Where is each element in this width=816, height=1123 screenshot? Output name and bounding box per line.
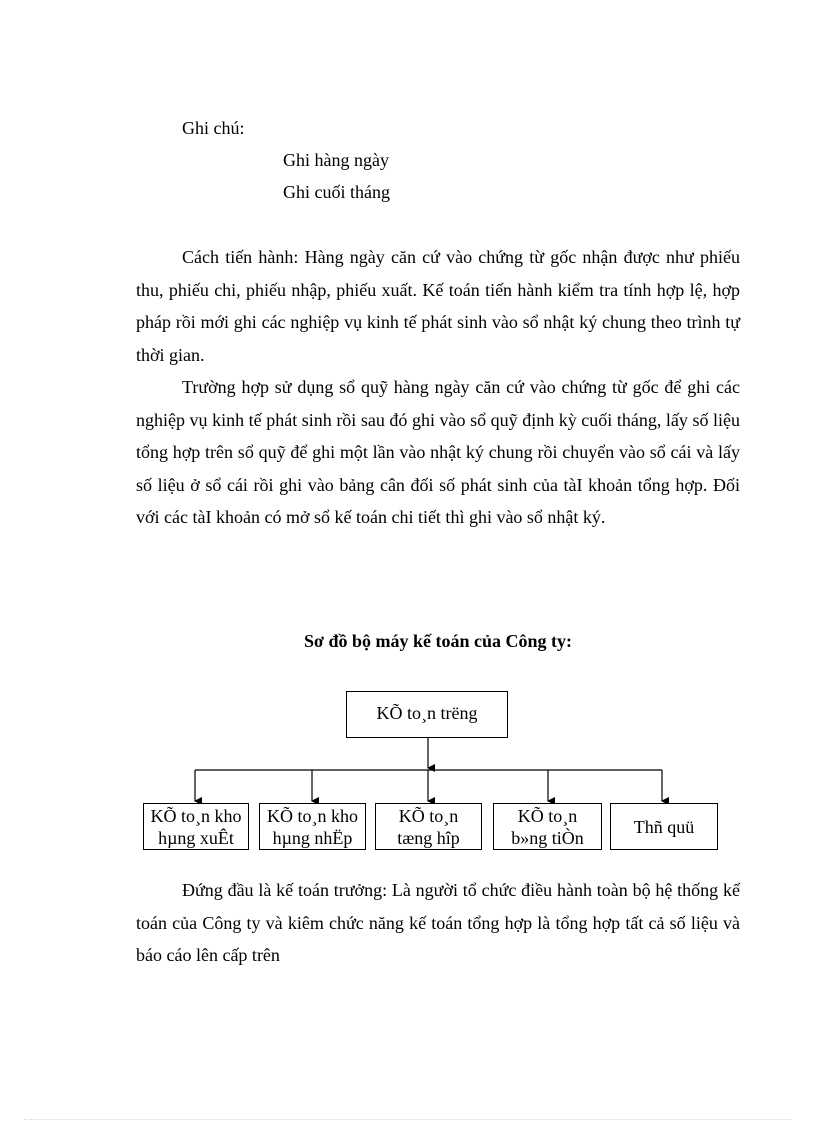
legend-daily: Ghi hàng ngày: [283, 150, 389, 170]
org-node-line1: KÕ to¸n: [517, 805, 578, 826]
diagram-title: Sơ đồ bộ máy kế toán của Công ty:: [304, 631, 572, 651]
legend-heading: Ghi chú:: [182, 118, 245, 138]
org-node-general-accounting: [375, 803, 482, 850]
org-node-import-warehouse: [259, 803, 366, 850]
org-node-cash-accounting: [493, 803, 602, 850]
org-root-label: KÕ to¸n trëng: [376, 703, 478, 723]
org-node-export-warehouse: [143, 803, 249, 850]
paragraph-cashbook: Trường hợp sử dụng sổ quỹ hàng ngày căn cứ vào chứng từ gốc để ghi các nghiệp vụ kinh tế phát sinh rồi sau đó ghi vào sổ quỹ định kỳ cuối tháng, lấy số liệu tổng hợp trên sổ quỹ để ghi một lần vào nhật ký chung rồi chuyển vào sổ cái và lấy số liệu ở sổ cái rồi ghi vào bảng cân đối số phát sinh của tàI khoản tổng hợp. Đối với các tàI khoản có mở sổ kế toán chi tiết thì ghi vào sổ nhật ký.: [136, 377, 740, 527]
org-node-line1: KÕ to¸n kho: [150, 805, 242, 826]
org-node-treasurer: [610, 803, 718, 850]
paragraph-procedure: Cách tiến hành: Hàng ngày căn cứ vào chứng từ gốc nhận được như phiếu thu, phiếu chi, phiếu nhập, phiếu xuất. Kế toán tiến hành kiểm tra tính hợp lệ, hợp pháp rồi mới ghi các nghiệp vụ kinh tế phát sinh vào sổ nhật ký chung theo trình tự thời gian.: [136, 247, 740, 365]
org-node-line2: hµng nhËp: [272, 827, 353, 848]
org-node-line2: b»ng tiÒn: [511, 827, 584, 848]
page-bottom-divider: [24, 1119, 792, 1120]
org-node-line1: KÕ to¸n: [398, 805, 459, 826]
org-node-line2: hµng xuÊt: [158, 827, 234, 848]
paragraph-chief-accountant: Đứng đầu là kế toán trưởng: Là người tổ chức điều hành toàn bộ hệ thống kế toán của Công ty và kiêm chức năng kế toán tổng hợp là tổng hợp tất cả số liệu và báo cáo lên cấp trên: [136, 880, 740, 965]
org-node-line1: KÕ to¸n kho: [267, 805, 358, 826]
org-root-chief-accountant: [346, 691, 508, 738]
org-node-line2: tæng hîp: [397, 827, 460, 848]
legend-monthly: Ghi cuối tháng: [283, 182, 390, 202]
org-node-line1: Thñ quü: [633, 816, 695, 837]
